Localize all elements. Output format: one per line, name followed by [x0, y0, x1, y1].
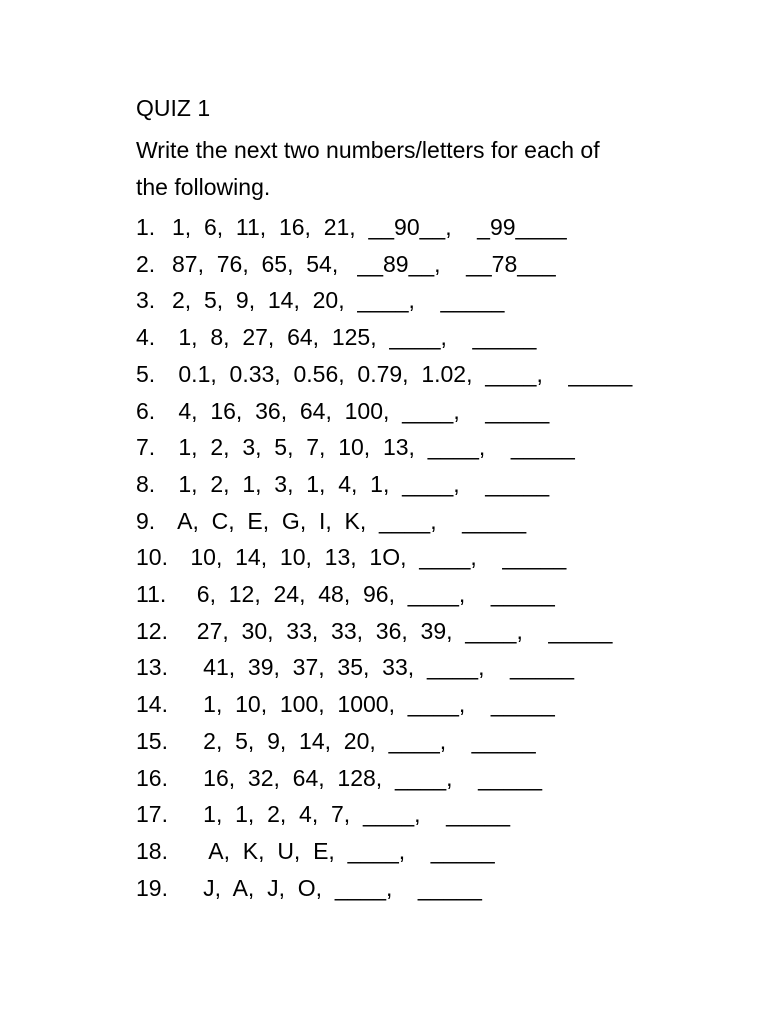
question-sequence: 1, 6, 11, 16, 21, __90__, _99____	[172, 214, 567, 240]
question-number: 5.	[136, 361, 156, 387]
question-sequence: A, K, U, E, ____, _____	[184, 838, 495, 864]
question-number: 4.	[136, 324, 156, 350]
question-row	[136, 873, 482, 903]
question-row	[136, 469, 549, 499]
question-row	[136, 285, 504, 315]
question-sequence: 1, 2, 1, 3, 1, 4, 1, ____, _____	[172, 471, 550, 497]
question-row	[136, 652, 574, 682]
question-sequence: 2, 5, 9, 14, 20, ____, _____	[184, 728, 536, 754]
question-sequence: 10, 14, 10, 13, 1O, ____, _____	[184, 544, 567, 570]
question-sequence: 1, 10, 100, 1000, ____, _____	[184, 691, 555, 717]
question-sequence: 1, 1, 2, 4, 7, ____, _____	[184, 801, 511, 827]
question-row	[136, 616, 612, 646]
question-row	[136, 432, 575, 462]
question-number: 17.	[136, 801, 168, 827]
question-number: 2.	[136, 251, 156, 277]
question-number: 12.	[136, 618, 168, 644]
question-row	[136, 359, 632, 389]
quiz-title: QUIZ 1	[136, 95, 211, 121]
question-sequence: 41, 39, 37, 35, 33, ____, _____	[184, 654, 575, 680]
question-number: 10.	[136, 544, 168, 570]
question-number: 16.	[136, 765, 168, 791]
question-row	[136, 726, 536, 756]
question-number: 3.	[136, 287, 156, 313]
question-row	[136, 763, 542, 793]
question-number: 7.	[136, 434, 156, 460]
question-sequence: 4, 16, 36, 64, 100, ____, _____	[172, 398, 550, 424]
question-number: 9.	[136, 508, 156, 534]
question-row	[136, 579, 555, 609]
question-number: 1.	[136, 214, 156, 240]
question-number: 6.	[136, 398, 156, 424]
question-sequence: 6, 12, 24, 48, 96, ____, _____	[184, 581, 555, 607]
question-row	[136, 836, 495, 866]
question-number: 11.	[136, 581, 167, 607]
question-number: 8.	[136, 471, 156, 497]
question-sequence: 2, 5, 9, 14, 20, ____, _____	[172, 287, 505, 313]
question-row	[136, 542, 566, 572]
question-sequence: 16, 32, 64, 128, ____, _____	[184, 765, 543, 791]
question-row	[136, 249, 556, 279]
question-row	[136, 322, 536, 352]
question-number: 19.	[136, 875, 168, 901]
question-sequence: 1, 8, 27, 64, 125, ____, _____	[172, 324, 537, 350]
question-number: 15.	[136, 728, 168, 754]
question-number: 13.	[136, 654, 168, 680]
question-row	[136, 506, 526, 536]
question-row	[136, 396, 549, 426]
question-sequence: 1, 2, 3, 5, 7, 10, 13, ____, _____	[172, 434, 575, 460]
question-sequence: A, C, E, G, I, K, ____, _____	[172, 508, 527, 534]
instructions-line-2: the following.	[136, 174, 271, 200]
question-sequence: 87, 76, 65, 54, __89__, __78___	[172, 251, 556, 277]
question-row	[136, 212, 567, 242]
question-row	[136, 689, 555, 719]
question-number: 18.	[136, 838, 168, 864]
question-sequence: 27, 30, 33, 33, 36, 39, ____, _____	[184, 618, 613, 644]
question-sequence: J, A, J, O, ____, _____	[184, 875, 482, 901]
question-row	[136, 799, 510, 829]
question-sequence: 0.1, 0.33, 0.56, 0.79, 1.02, ____, _____	[172, 361, 633, 387]
question-number: 14.	[136, 691, 168, 717]
instructions-line-1: Write the next two numbers/letters for each of	[136, 137, 600, 163]
